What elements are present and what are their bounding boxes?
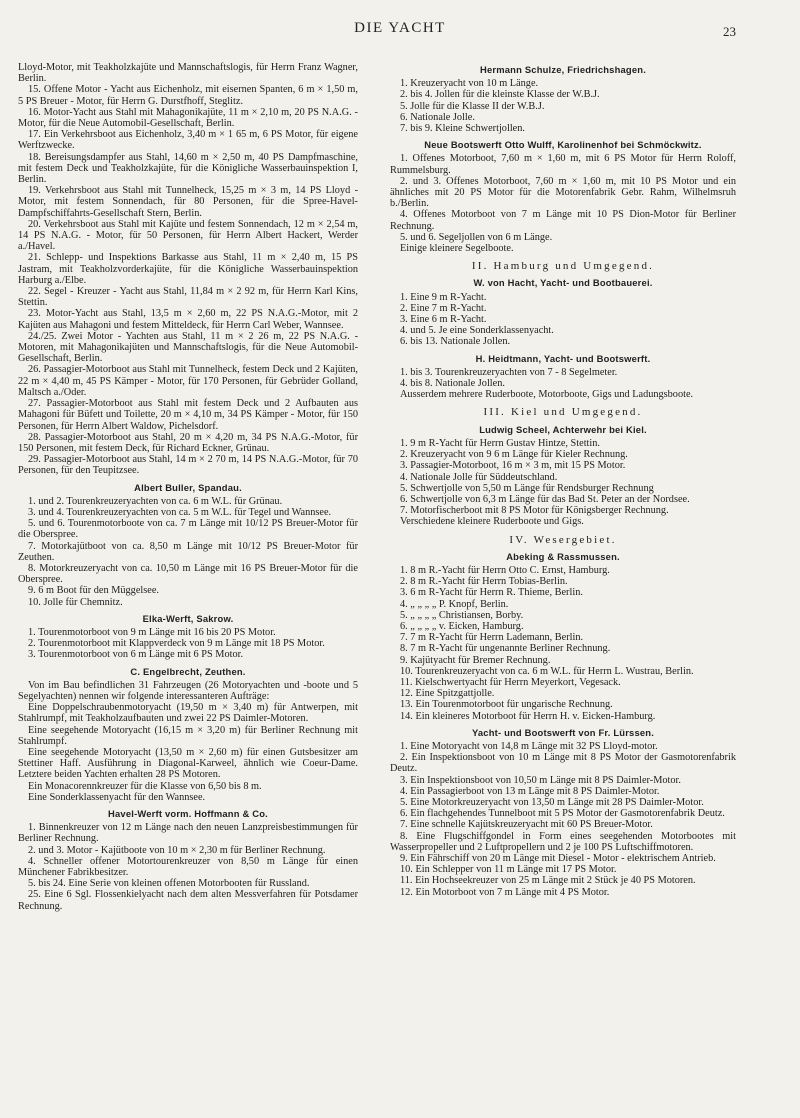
list-item: 21. Schlepp- und Inspektions Barkasse aus Stahl, 11 m × 2,40 m, 15 PS Jastram, mit Teakholzvorderkajüte, für die Königliche Wasserbauinspektion Harburg a./Elbe. xyxy=(18,252,358,286)
list-item: Eine seegehende Motoryacht (13,50 m × 2,60 m) für einen Gutsbesitzer am Stettiner Haff. Ausführung in Diagonal-Karweel, ähnlich wie Coeur-Dame. Letztere beiden Yachten erhalten 28 PS Motoren. xyxy=(18,746,358,781)
page-header xyxy=(0,20,800,44)
list-item: 5. und 6. Tourenmotorboote von ca. 7 m Länge mit 10/12 PS Breuer-Motor für die Oberspree. xyxy=(18,518,358,541)
list-item: 12. Ein Motorboot von 7 m Länge mit 4 PS Motor. xyxy=(400,886,610,898)
section-heading-engelbrecht: C. Engelbrecht, Zeuthen. xyxy=(130,665,246,677)
list-item: 5. und 6. Segeljollen von 6 m Länge. xyxy=(400,231,553,243)
continued-entry: Lloyd-Motor, mit Teakholzkajüte und Mannschaftslogis, für Herrn Franz Wagner, Berlin. xyxy=(18,62,358,85)
list-item: 9. Ein Fährschiff von 20 m Länge mit Diesel - Motor - elektrischem Antrieb. xyxy=(400,853,716,864)
list-item: 5. bis 24. Eine Serie von kleinen offenen Motorbooten für Russland. xyxy=(28,878,310,890)
list-item: 10. Ein Schlepper von 11 m Länge mit 17 PS Motor. xyxy=(400,864,617,876)
list-item: 4. bis 8. Nationale Jollen. xyxy=(400,378,505,390)
list-item: 1. Kreuzeryacht von 10 m Länge. xyxy=(400,78,539,90)
list-item: 6. Ein flachgehendes Tunnelboot mit 5 PS Motor der Gasmotorenfabrik Deutz. xyxy=(400,808,725,820)
list-item: 2. und 3. Offenes Motorboot, 7,60 m × 1,60 m, mit 10 PS Motor und ein ähnliches mit 20 PS Motor für die Motorenfabrik Gebr. Rahm, Wilhelmsruh b./Berlin. xyxy=(390,175,736,210)
list-havel xyxy=(18,822,358,912)
list-item: 7. bis 9. Kleine Schwertjollen. xyxy=(400,123,525,135)
list-item: 11. Ein Hochseekreuzer von 25 m Länge mit 2 Stück je 40 PS Motoren. xyxy=(400,875,696,887)
list-item: 28. Passagier-Motorboot aus Stahl, 20 m × 4,20 m, 34 PS N.A.G.-Motor, für 150 Personen, mit festem Deck, für Richard Eckner, Grünau. xyxy=(18,431,358,454)
list-item: 22. Segel - Kreuzer - Yacht aus Stahl, 11,84 m × 2 92 m, für Herrn Karl Kins, Stettin. xyxy=(18,286,358,309)
list-item: 11. Kielschwertyacht für Herrn Meyerkort, Vegesack. xyxy=(400,676,621,688)
list-item: 12. Eine Spitzgattjolle. xyxy=(400,688,495,700)
list-item: 5. Jolle für die Klasse II der W.B.J. xyxy=(400,100,545,112)
list-item: 27. Passagier-Motorboot aus Stahl mit festem Deck und 2 Aufbauten aus Mahagoni für Büfett und Toilette, 20 m × 4,10 m, 34 PS Kämper - Motor, für 150 Personen, für Herrn Albert Waldow, Pichelsdorf. xyxy=(18,398,358,432)
section-heading-scheel: Ludwig Scheel, Achterwehr bei Kiel. xyxy=(479,423,647,435)
section-heading-wulff: Neue Bootswerft Otto Wulff, Karolinenhof bei Schmöckwitz. xyxy=(424,139,702,151)
list-scheel xyxy=(390,438,736,516)
list-item: 7. Motorfischerboot mit 8 PS Motor für Königsberger Rechnung. xyxy=(400,505,669,517)
list-item: Von im Bau befindlichen 31 Fahrzeugen (26 Motoryachten und -boote und 5 Segelyachten) nennen wir folgende interessanteren Aufträge: xyxy=(18,679,358,702)
list-continued xyxy=(18,84,358,476)
list-item: 7. Motorkajütboot von ca. 8,50 m Länge mit 10/12 PS Breuer-Motor für Zeuthen. xyxy=(18,540,358,563)
left-column xyxy=(18,62,358,912)
section-heading-havel: Havel-Werft vorm. Hoffmann & Co. xyxy=(108,808,268,819)
note-heidtmann: Ausserdem mehrere Ruderboote, Motorboote, Gigs und Ladungsboote. xyxy=(400,389,694,401)
list-item: 3. Tourenmotorboot von 6 m Länge mit 6 PS Motor. xyxy=(28,649,244,661)
list-item: 4. und 5. Je eine Sonderklassenyacht. xyxy=(400,325,554,337)
list-item: 1. Offenes Motorboot, 7,60 m × 1,60 m, mit 6 PS Motor für Herrn Roloff, Rummelsburg. xyxy=(390,153,736,176)
list-item: 17. Ein Verkehrsboot aus Eichenholz, 3,40 m × 1 65 m, 6 PS Motor, für eigene Werftzwecke. xyxy=(18,129,358,152)
list-item: 2. Kreuzeryacht von 9 6 m Länge für Kieler Rechnung. xyxy=(400,449,628,461)
section-heading-luerssen: Yacht- und Bootswerft von Fr. Lürssen. xyxy=(471,726,655,738)
list-item: 4. Schneller offener Motortourenkreuzer von 8,50 m Länge für einen Münchener Fabrikbesitzer. xyxy=(18,855,358,879)
list-item: 8. 7 m R-Yacht für ungenannte Berliner Rechnung. xyxy=(400,643,611,655)
list-item: 1. Eine Motoryacht von 14,8 m Länge mit 32 PS Lloyd-motor. xyxy=(400,740,658,752)
list-item: 1. 9 m R-Yacht für Herrn Gustav Hintze, Stettin. xyxy=(400,437,600,449)
list-item: 23. Motor-Yacht aus Stahl, 13,5 m × 2,60 m, 22 PS N.A.G.-Motor, mit 2 Kajüten aus Mahagoni und festem Mitteldeck, für Herrn Carl Weber, Wannsee. xyxy=(18,308,358,331)
list-elka xyxy=(18,627,358,661)
list-item: 2. und 3. Motor - Kajütboote von 10 m × 2,30 m für Berliner Rechnung. xyxy=(28,844,326,856)
section-heading-schulze: Hermann Schulze, Friedrichshagen. xyxy=(479,64,647,75)
region-heading-weser: IV. Wesergebiet. xyxy=(509,533,617,546)
list-item: 3. Eine 6 m R-Yacht. xyxy=(400,314,487,326)
list-item: 10. Jolle für Chemnitz. xyxy=(28,596,123,608)
page-number: 23 xyxy=(723,24,736,39)
list-item: 2. Ein Inspektionsboot von 10 m Länge mit 8 PS Motor der Gasmotorenfabrik Deutz. xyxy=(390,752,736,775)
list-item: 6. Schwertjolle von 6,3 m Länge für das Bad St. Peter an der Nordsee. xyxy=(400,493,690,505)
list-item: 7. Eine schnelle Kajütskreuzeryacht mit 60 PS Breuer-Motor. xyxy=(400,819,653,831)
list-item: 2. bis 4. Jollen für die kleinste Klasse der W.B.J. xyxy=(400,89,600,101)
list-item: 14. Ein kleineres Motorboot für Herrn H. v. Eicken-Hamburg. xyxy=(400,710,656,722)
list-item: 1. Binnenkreuzer von 12 m Länge nach den neuen Lanzpreisbestimmungen für Berliner Rechnung. xyxy=(18,822,358,845)
list-item: 2. Eine 7 m R-Yacht. xyxy=(400,302,487,314)
right-column xyxy=(390,62,736,898)
list-item: 1. 8 m R.-Yacht für Herrn Otto C. Ernst, Hamburg. xyxy=(400,564,610,576)
list-item: 4. „ „ „ „ P. Knopf, Berlin. xyxy=(400,598,509,610)
list-item: 7. 7 m R-Yacht für Herrn Lademann, Berlin. xyxy=(400,632,584,644)
list-item: 1. und 2. Tourenkreuzeryachten von ca. 6 m W.L. für Grünau. xyxy=(28,495,283,507)
list-item: 5. Schwertjolle von 5,50 m Länge für Rendsburger Rechnung xyxy=(400,482,654,494)
list-item: 5. „ „ „ „ Christiansen, Borby. xyxy=(400,609,524,621)
list-item: 20. Verkehrsboot aus Stahl mit Kajüte und festem Sonnendach, 12 m × 2,54 m, 14 PS N.A.G. - Motor, für 50 Personen, für Herrn Albert Hackert, Werder a./Havel. xyxy=(18,218,358,253)
list-item: 9. 6 m Boot für den Müggelsee. xyxy=(28,585,159,597)
list-item: 4. Nationale Jolle für Süddeutschland. xyxy=(400,471,558,483)
list-item: 8. Motorkreuzeryacht von ca. 10,50 m Länge mit 16 PS Breuer-Motor für die Oberspree. xyxy=(18,562,358,586)
list-item: 1. Eine 9 m R-Yacht. xyxy=(400,291,487,303)
list-item: 3. und 4. Tourenkreuzeryachten von ca. 5 m W.L. für Tegel und Wannsee. xyxy=(28,506,332,518)
list-item: 5. Eine Motorkreuzeryacht von 13,50 m Länge mit 28 PS Daimler-Motor. xyxy=(400,796,704,808)
list-item: 15. Offene Motor - Yacht aus Eichenholz, mit eisernen Spanten, 6 m × 1,50 m, 5 PS Breuer - Motor, für Herrn G. Durstfhoff, Steglitz. xyxy=(18,84,358,107)
list-item: 19. Verkehrsboot aus Stahl mit Tunnelheck, 15,25 m × 3 m, 14 PS Lloyd - Motor, mit festem Sonnendach, für 80 Personen, für die Spree-Havel-Dampfschiffahrts-Gesellschaft Stern, Berlin. xyxy=(18,185,358,219)
list-hacht xyxy=(390,292,736,348)
note-scheel: Verschiedene kleinere Ruderboote und Gigs. xyxy=(400,516,584,528)
list-item: Eine Doppelschraubenmotoryacht (19,50 m × 3,40 m) für Antwerpen, mit Stahlrumpf, mit Teakholzaufbauten und zwei 22 PS Daimler-Motoren. xyxy=(18,702,358,725)
list-item: 25. Eine 6 Sgl. Flossenkielyacht nach dem alten Messverfahren für Potsdamer Rechnung. xyxy=(18,889,358,912)
list-item: 1. Tourenmotorboot von 9 m Länge mit 16 bis 20 PS Motor. xyxy=(28,626,276,638)
list-abeking xyxy=(390,565,736,722)
list-item: 2. Tourenmotorboot mit Klappverdeck von 9 m Länge mit 18 PS Motor. xyxy=(28,638,325,650)
list-item: 24./25. Zwei Motor - Yachten aus Stahl, 11 m × 2 26 m, 22 PS N.A.G. - Motoren, mit Mahagonikajüten und Mannschaftslogis, für die Neue Automobil-Gesellschaft, Berlin. xyxy=(18,330,358,365)
region-heading-hamburg: II. Hamburg und Umgegend. xyxy=(471,260,655,273)
list-wulff xyxy=(390,153,736,243)
section-heading-abeking: Abeking & Rassmussen. xyxy=(506,550,620,562)
list-item: 3. Ein Inspektionsboot von 10,50 m Länge mit 8 PS Daimler-Motor. xyxy=(400,774,681,786)
list-item: 4. Offenes Motorboot von 7 m Länge mit 10 PS Dion-Motor für Berliner Rechnung. xyxy=(390,209,736,232)
list-item: 26. Passagier-Motorboot aus Stahl mit Tunnelheck, festem Deck und 2 Kajüten, 22 m × 4,40 m, 45 PS Kämper - Motor, für 170 Personen, für Gebrüder Golland, Maltsch a./Oder. xyxy=(18,364,358,398)
list-item: 8. Eine Flugschiffgondel in Form eines seegehenden Motorbootes mit Wasserpropeller und 2 Luftpropellern und 2 je 100 PS Luftschiffmotoren. xyxy=(390,830,736,853)
list-item: 2. 8 m R.-Yacht für Herrn Tobias-Berlin. xyxy=(400,576,568,588)
list-item: 6. Nationale Jolle. xyxy=(400,111,475,123)
list-item: 29. Passagier-Motorboot aus Stahl, 14 m × 2 70 m, 14 PS N.A.G.-Motor, für 70 Personen, für den Teupitzsee. xyxy=(18,454,358,477)
list-luerssen xyxy=(390,741,736,898)
list-schulze xyxy=(390,78,736,134)
list-item: Eine Sonderklassenyacht für den Wannsee. xyxy=(28,791,206,803)
list-item: 1. bis 3. Tourenkreuzeryachten von 7 - 8 Segelmeter. xyxy=(400,366,618,378)
list-item: 6. bis 13. Nationale Jollen. xyxy=(400,336,511,348)
section-heading-elka: Elka-Werft, Sakrow. xyxy=(142,612,234,624)
list-item: 10. Tourenkreuzeryacht von ca. 6 m W.L. für Herrn L. Wustrau, Berlin. xyxy=(400,665,694,677)
list-heidtmann xyxy=(390,367,736,389)
paragraphs-engelbrecht xyxy=(18,680,358,803)
journal-title: DIE YACHT xyxy=(354,20,446,36)
list-item: Eine seegehende Motoryacht (16,15 m × 3,20 m) für Berliner Rechnung mit Stahlrumpf. xyxy=(18,724,358,747)
note-wulff: Einige kleinere Segelboote. xyxy=(400,243,514,255)
list-item: 6. „ „ „ „ v. Eicken, Hamburg. xyxy=(400,620,524,632)
list-item: 18. Bereisungsdampfer aus Stahl, 14,60 m × 2,50 m, 40 PS Dampfmaschine, mit festem Deck und Teakholzkajüte, für die Königliche Wasserbauinspektion I, Berlin. xyxy=(18,151,358,186)
section-heading-heidtmann: H. Heidtmann, Yacht- und Bootswerft. xyxy=(475,352,651,364)
region-heading-kiel: III. Kiel und Umgegend. xyxy=(483,406,643,419)
list-item: 4. Ein Passagierboot von 13 m Länge mit 8 PS Daimler-Motor. xyxy=(400,785,660,797)
list-item: 9. Kajütyacht für Bremer Rechnung. xyxy=(400,654,551,666)
list-item: Ein Monacorennkreuzer für die Klasse von 6,50 bis 8 m. xyxy=(28,780,262,792)
list-item: 3. 6 m R-Yacht für Herrn R. Thieme, Berlin. xyxy=(400,587,583,599)
list-item: 13. Ein Tourenmotorboot für ungarische Rechnung. xyxy=(400,699,613,711)
section-heading-hacht: W. von Hacht, Yacht- und Bootbauerei. xyxy=(473,277,653,289)
list-item: 3. Passagier-Motorboot, 16 m × 3 m, mit 15 PS Motor. xyxy=(400,460,626,472)
section-heading-buller: Albert Buller, Spandau. xyxy=(134,481,242,493)
list-item: 16. Motor-Yacht aus Stahl mit Mahagonikajüte, 11 m × 2,10 m, 20 PS N.A.G. - Motor, für die Neue Automobil-Gesellschaft, Berlin. xyxy=(18,106,358,130)
list-buller xyxy=(18,496,358,608)
